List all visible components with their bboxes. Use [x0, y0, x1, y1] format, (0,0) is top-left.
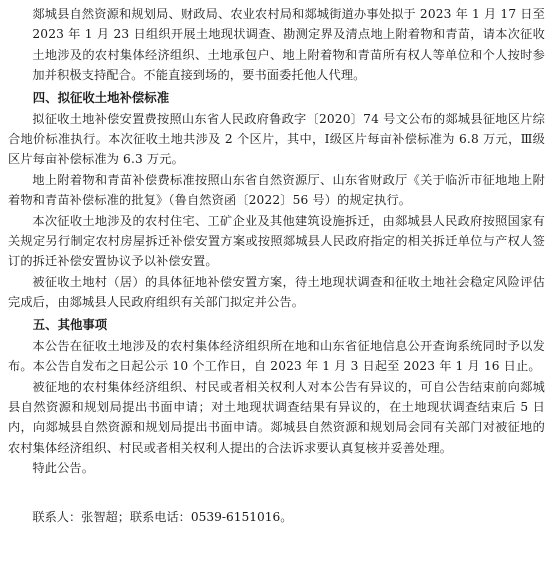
- spacer: [8, 479, 545, 501]
- section-4-paragraph-1: 拟征收土地补偿安置费按照山东省人民政府鲁政字〔2020〕74 号文公布的郯城县征地区片综合地价标准执行。本次征收土地共涉及 2 个区片，其中，Ⅰ级区片每亩补偿标准为 6.8 万元，Ⅲ级区片每亩补偿标准为 6.3 万元。: [8, 111, 545, 167]
- contact-line: 联系人：张智超；联系电话：0539-6151016。: [32, 509, 293, 524]
- section-4-heading: 四、拟征收土地补偿标准: [32, 89, 170, 105]
- section-5-paragraph-1: 本公告在征收土地涉及的农村集体经济组织所在地和山东省征地信息公开查询系统同时予以发布。本公告自发布之日起公示 10 个工作日，自 2023 年 1 月 3 日起至 2023 年 1 月 16 日止。: [8, 338, 545, 374]
- section-4-paragraph-4: 被征收土地村（居）的具体征地补偿安置方案，待土地现状调查和征收土地社会稳定风险评估完成后，由郯城县人民政府组织有关部门拟定并公告。: [8, 274, 545, 310]
- intro-paragraph: 郯城县自然资源和规划局、财政局、农业农村局和郯城街道办事处拟于 2023 年 1 月 17 日至 2023 年 1 月 23 日组织开展土地现状调查、勘测定界及清点地上附着物和青苗，请本次征收土地涉及的农村集体经济组织、土地承包户、地上附着物和青苗所有权人等单位和个人按时参加并积极支持配合。不能直接到场的，要书面委托他人代理。: [32, 7, 545, 83]
- section-4-paragraph-2: 地上附着物和青苗补偿费标准按照山东省自然资源厅、山东省财政厅《关于临沂市征地地上附着物和青苗补偿标准的批复》（鲁自然资函〔2022〕56 号）的规定执行。: [8, 172, 545, 208]
- section-4-paragraph-3: 本次征收土地涉及的农村住宅、工矿企业及其他建筑设施拆迁，由郯城县人民政府按照国家有关规定另行制定农村房屋拆迁补偿安置方案或按照郯城县人民政府指定的相关拆迁单位与产权人签订的拆迁补偿安置协议予以补偿安置。: [8, 213, 545, 269]
- closing-paragraph: 特此公告。: [32, 461, 95, 476]
- section-5-heading: 五、其他事项: [32, 316, 108, 332]
- section-5-paragraph-2: 被征地的农村集体经济组织、村民或者相关权利人对本公告有异议的，可自公告结束前向郯城县自然资源和规划局提出书面申请；对土地现状调查结果有异议的，在土地现状调查结束后 5 日内，向郯城县自然资源和规划局提出书面申请。郯城县自然资源和规划局会同有关部门对被征地的农村集体经济组织、村民或者相关权利人提出的合法诉求要认真复核并妥善处理。: [8, 379, 545, 455]
